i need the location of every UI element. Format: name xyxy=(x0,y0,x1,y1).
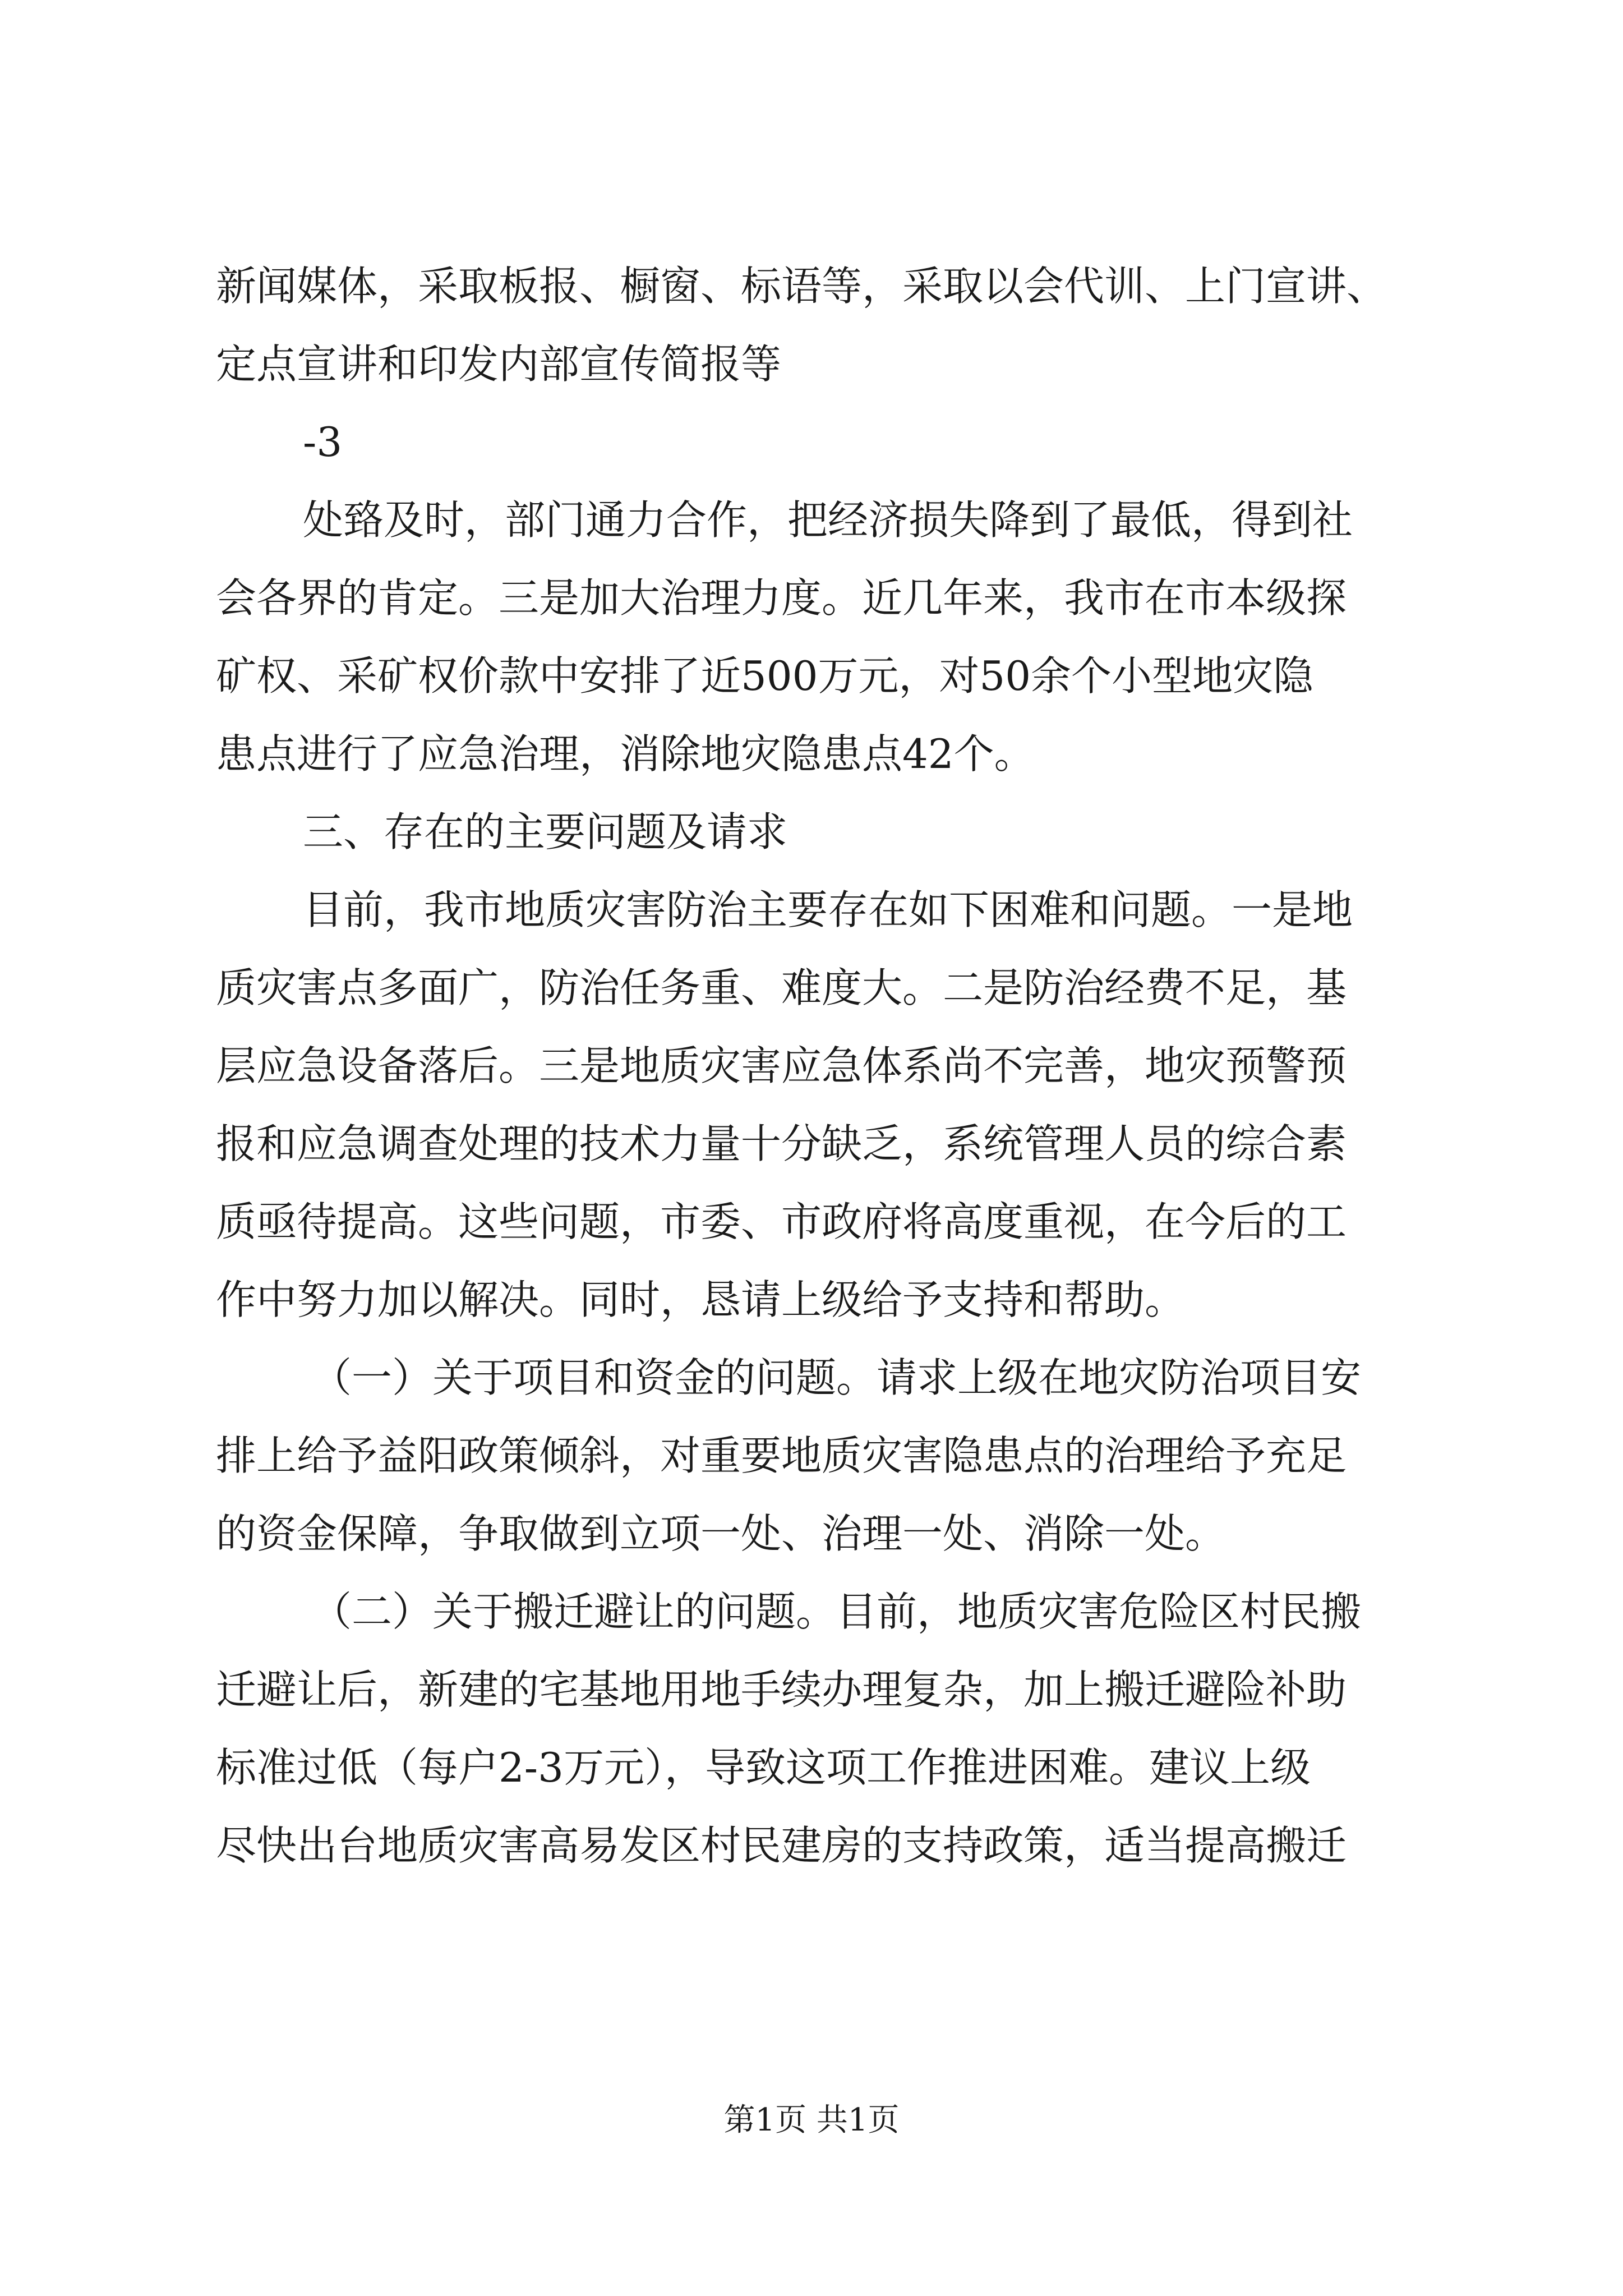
text-line: 的资金保障，争取做到立项一处、治理一处、消除一处。 xyxy=(216,1510,1226,1557)
page-marker: -3 xyxy=(303,418,343,466)
text-line: 定点宣讲和印发内部宣传简报等 xyxy=(216,341,782,388)
text-line: 迁避让后，新建的宅基地用地手续办理复杂，加上搬迁避险补助 xyxy=(216,1666,1347,1713)
text-line: 质灾害点多面广，防治任务重、难度大。二是防治经费不足，基 xyxy=(216,964,1347,1011)
text-line: 质亟待提高。这些问题，市委、市政府将高度重视，在今后的工 xyxy=(216,1198,1347,1245)
document-body xyxy=(216,252,1427,1890)
text-line: 患点进行了应急治理，消除地灾隐患点42个。 xyxy=(216,730,1035,777)
text-line: 层应急设备落后。三是地质灾害应急体系尚不完善，地灾预警预 xyxy=(216,1042,1347,1089)
section-heading: 三、存在的主要问题及请求 xyxy=(303,808,788,855)
text-line: 处臵及时，部门通力合作，把经济损失降到了最低，得到社 xyxy=(303,496,1353,544)
text-line: 排上给予益阳政策倾斜，对重要地质灾害隐患点的治理给予充足 xyxy=(216,1432,1347,1479)
text-line: 目前，我市地质灾害防治主要存在如下困难和问题。一是地 xyxy=(303,886,1353,933)
subsection-heading: （二）关于搬迁避让的问题。目前，地质灾害危险区村民搬 xyxy=(311,1588,1362,1635)
text-line: 作中努力加以解决。同时，恳请上级给予支持和帮助。 xyxy=(216,1276,1186,1323)
text-line: 新闻媒体，采取板报、橱窗、标语等，采取以会代训、上门宣讲、 xyxy=(216,263,1387,310)
text-line: 报和应急调查处理的技术力量十分缺乏，系统管理人员的综合素 xyxy=(216,1120,1347,1167)
text-line: 尽快出台地质灾害高易发区村民建房的支持政策，适当提高搬迁 xyxy=(216,1822,1347,1869)
page-footer: 第1页 共1页 xyxy=(723,2102,900,2138)
subsection-heading: （一）关于项目和资金的问题。请求上级在地灾防治项目安 xyxy=(311,1354,1362,1401)
text-line: 标准过低（每户2-3万元），导致这项工作推进困难。建议上级 xyxy=(216,1744,1311,1791)
text-line: 会各界的肯定。三是加大治理力度。近几年来，我市在市本级探 xyxy=(216,574,1347,622)
text-line: 矿权、采矿权价款中安排了近500万元，对50余个小型地灾隐 xyxy=(216,652,1314,700)
